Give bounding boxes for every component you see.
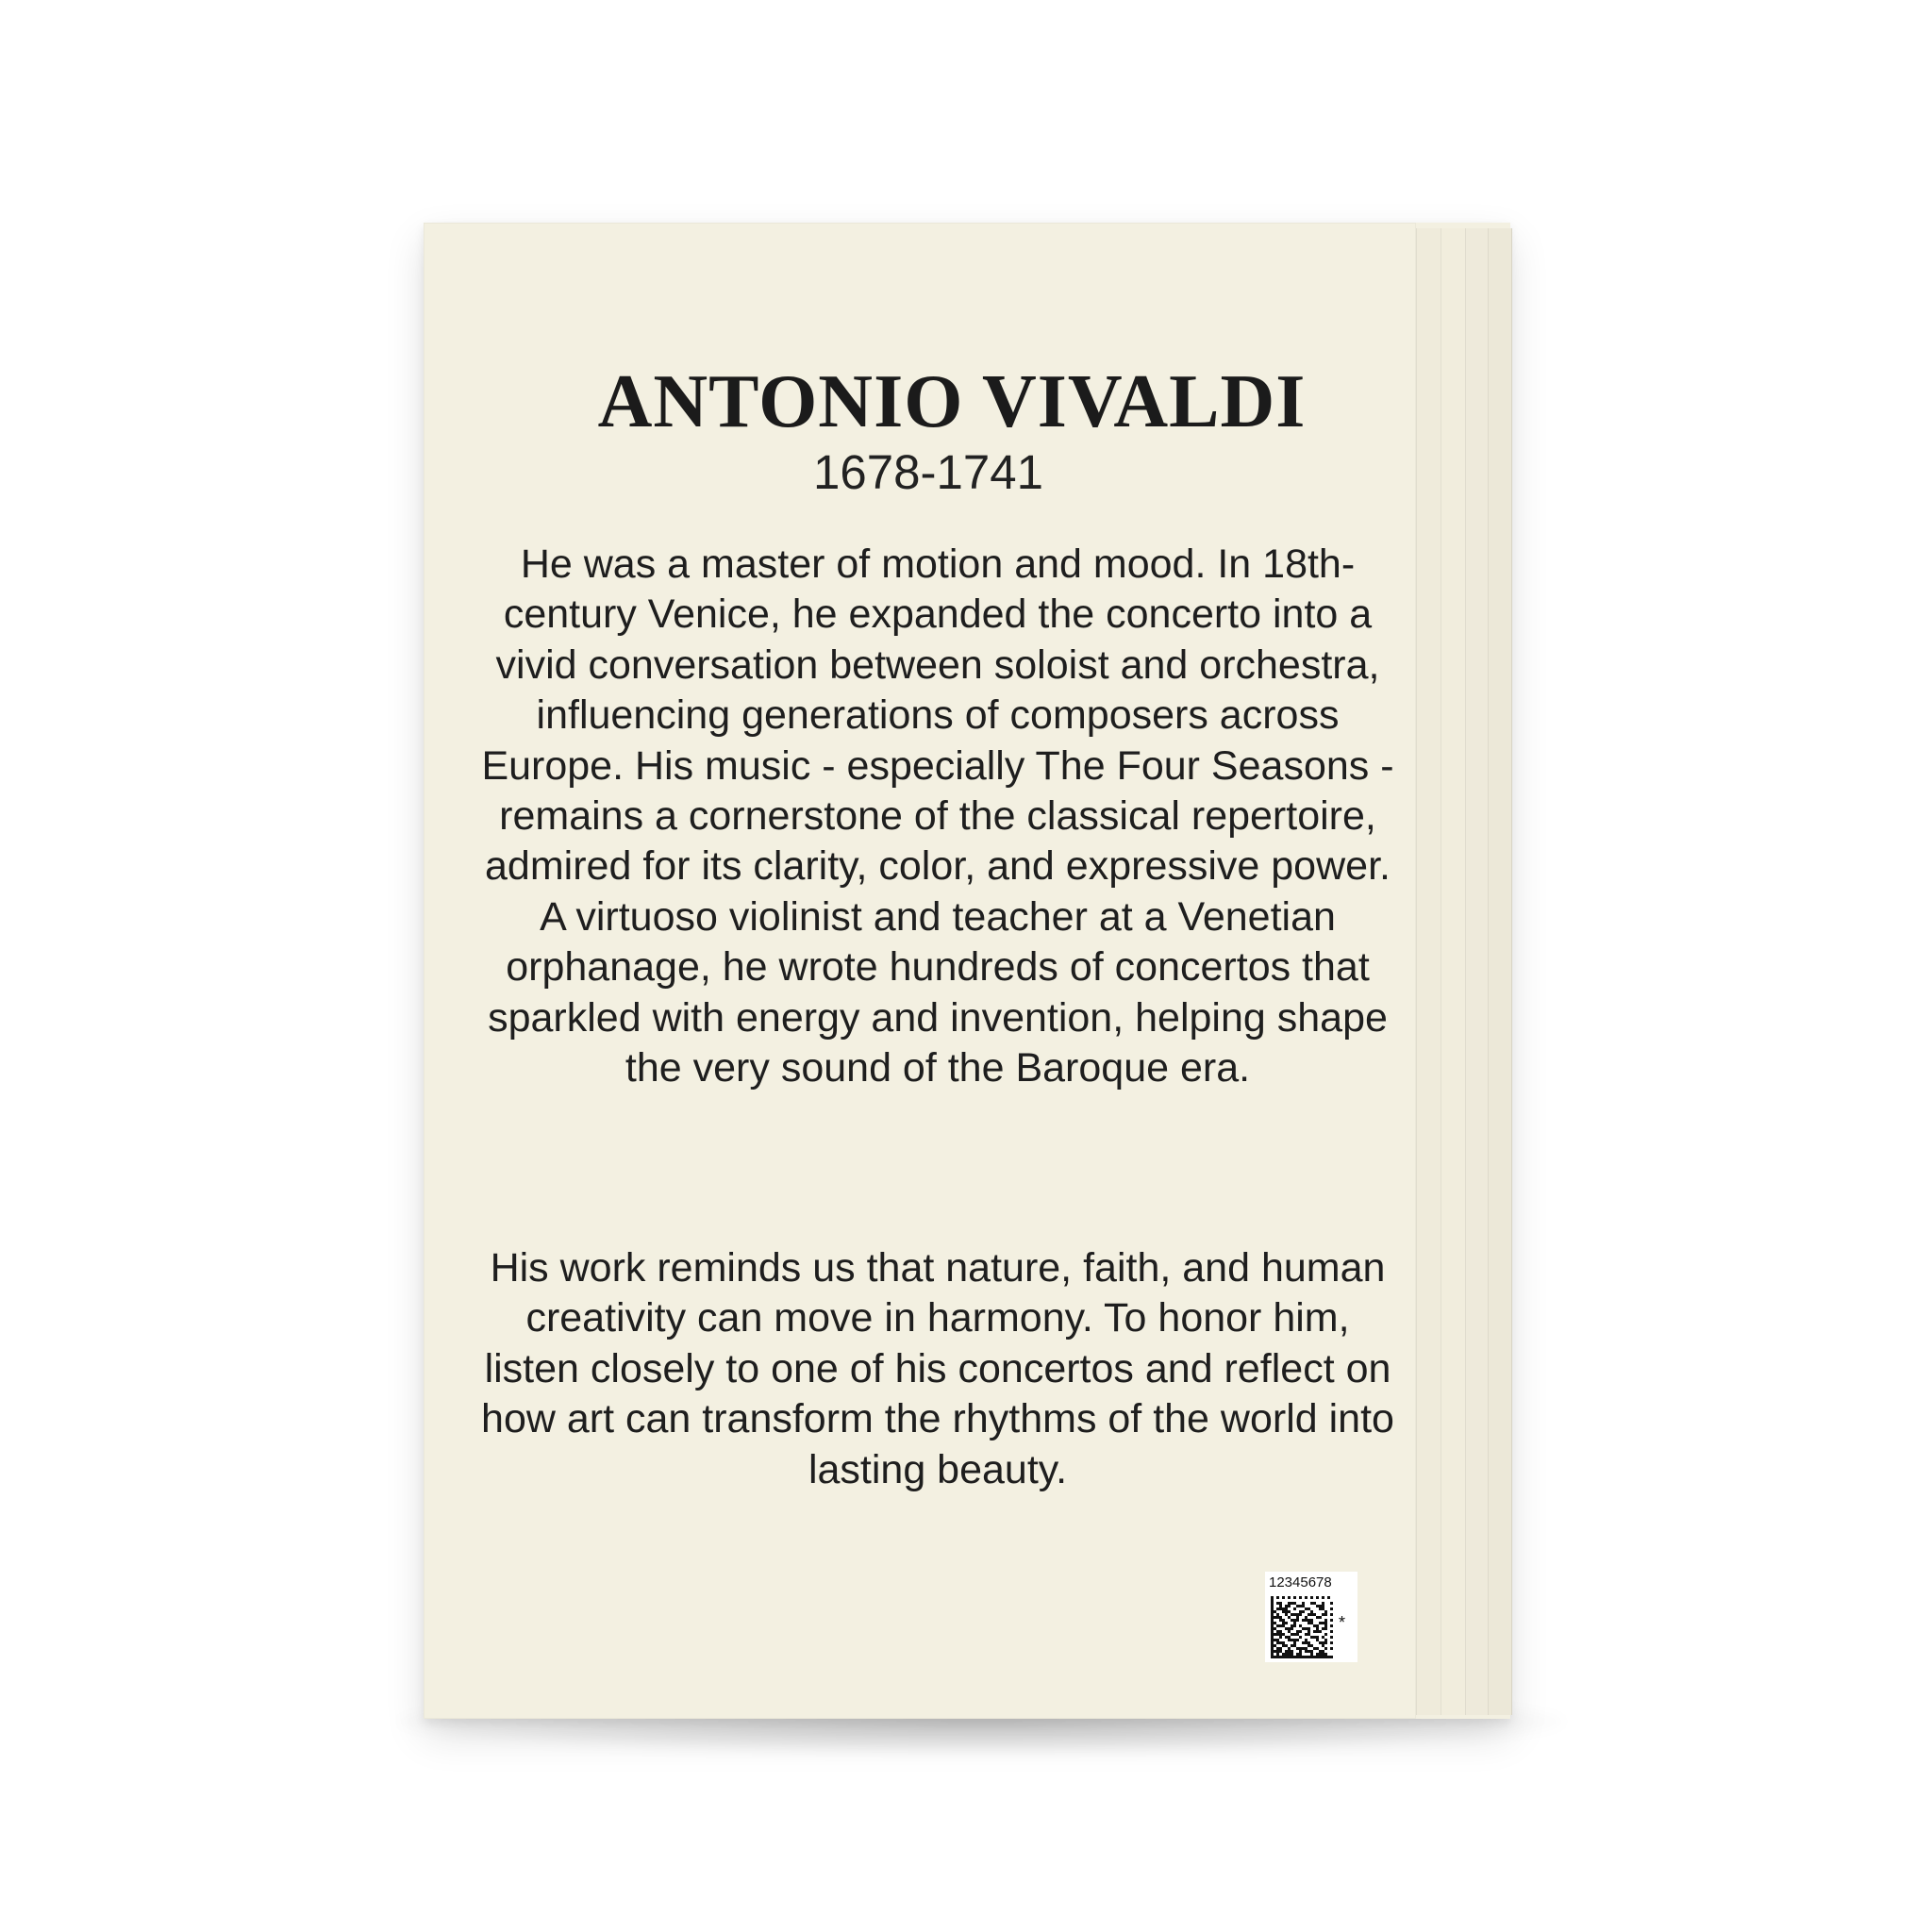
back-cover	[424, 223, 1416, 1719]
page-edge	[1416, 228, 1441, 1715]
closing-paragraph: His work reminds us that nature, faith, and human creativity can move in harmony. To honor him, listen closely to one of his concertos and reflect on how art can transform the rhythms of the world into lasting beauty.	[481, 1245, 1394, 1492]
page-edge	[1441, 228, 1466, 1715]
page-edge	[1465, 228, 1489, 1715]
code-asterisk: *	[1339, 1613, 1346, 1632]
biography-paragraph: He was a master of motion and mood. In 18th-century Venice, he expanded the concerto into a vivid conversation between soloist and orchestra, influencing generations of composers across Europe. His music - especially The Four Seasons - remains a cornerstone of the classical repertoire, admired for its clarity, color, and expressive power. A virtuoso violinist and teacher at a Venetian orphanage, he wrote hundreds of concertos that sparkled with energy and invention, helping shape the very sound of the Baroque era.	[481, 541, 1394, 1091]
data-matrix-icon	[1271, 1596, 1333, 1658]
hardcover-book	[424, 223, 1510, 1719]
page-edge	[1488, 228, 1512, 1715]
book-title: ANTONIO VIVALDI	[597, 360, 1307, 443]
code-number: 12345678	[1269, 1574, 1332, 1591]
print-code-label	[1265, 1572, 1357, 1662]
life-dates: 1678-1741	[813, 445, 1043, 499]
